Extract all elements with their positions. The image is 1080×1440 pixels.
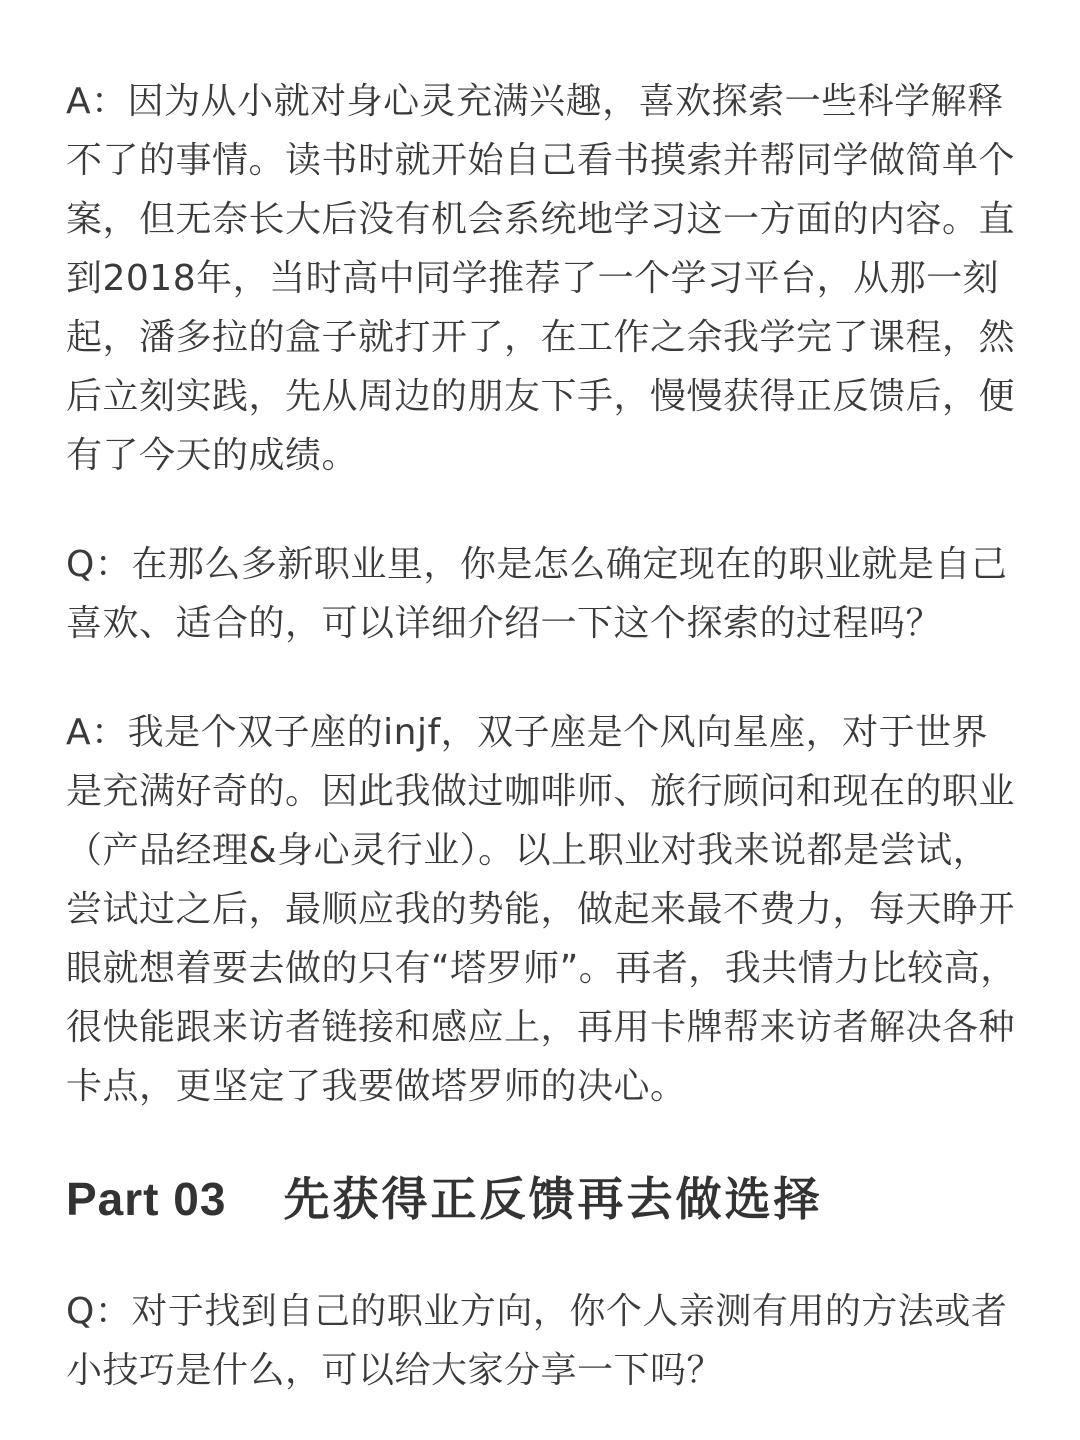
section-heading: 先获得正反馈再去做选择 [283,1172,823,1226]
question-paragraph-2: Q：在那么多新职业里，你是怎么确定现在的职业就是自己喜欢、适合的，可以详细介绍一下这个探索的过程吗？ [66,544,1008,644]
question-paragraph-3: Q：对于找到自己的职业方向，你个人亲测有用的方法或者小技巧是什么，可以给大家分享一下吗？ [66,1291,1008,1391]
section-title [66,1164,1024,1234]
answer-paragraph-2: A：我是个双子座的injf，双子座是个风向星座，对于世界是充满好奇的。因此我做过咖啡师、旅行顾问和现在的职业（产品经理&身心灵行业）。以上职业对我来说都是尝试，尝试过之后，最顺应我的势能，做起来最不费力，每天睁开眼就想着要去做的只有“塔罗师”。再者，我共情力比较高，很快能跟来访者链接和感应上，再用卡牌帮来访者解决各种卡点，更坚定了我要做塔罗师的决心。 [66,712,1017,1107]
answer-paragraph-1: A：因为从小就对身心灵充满兴趣，喜欢探索一些科学解释不了的事情。读书时就开始自己看书摸索并帮同学做简单个案，但无奈长大后没有机会系统地学习这一方面的内容。直到2018年，当时高中同学推荐了一个学习平台，从那一刻起，潘多拉的盒子就打开了，在工作之余我学完了课程，然后立刻实践，先从周边的朋友下手，慢慢获得正反馈后，便有了今天的成绩。 [66,81,1016,476]
section-part-label: Part 03 [66,1173,227,1225]
article-body [66,72,1024,1400]
